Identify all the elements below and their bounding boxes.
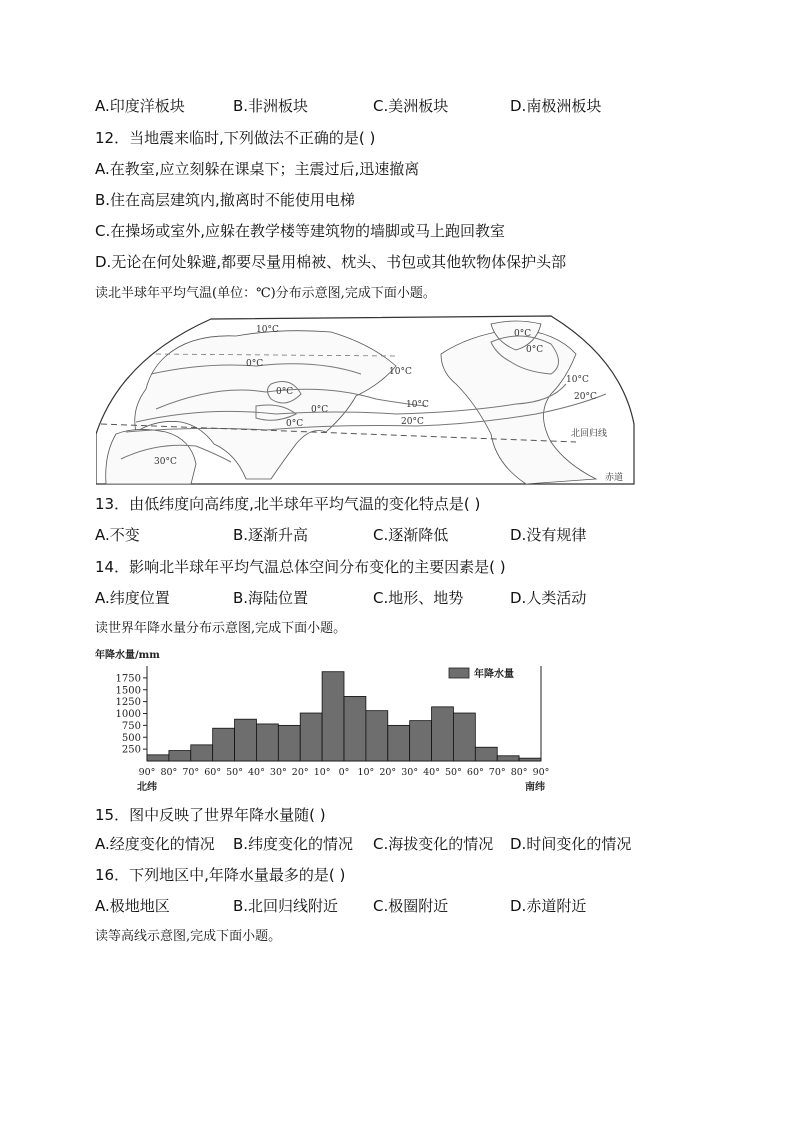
x-right-label: 南纬	[525, 782, 545, 793]
bar	[147, 755, 169, 761]
chart-ylabel: 年降水量/mm	[95, 650, 160, 661]
bar	[191, 745, 213, 761]
q16-option-b[interactable]: B.北回归线附近	[233, 897, 339, 915]
map-intro: 读北半球年平均气温(单位：℃)分布示意图,完成下面小题。	[95, 286, 436, 301]
x-tick-label: 40°	[248, 767, 265, 778]
q15-option-c[interactable]: C.海拔变化的情况	[373, 835, 494, 853]
x-tick-label: 90°	[532, 767, 550, 778]
isotherm-label: 0°C	[311, 405, 329, 415]
bar	[213, 728, 235, 761]
isotherm-label: 20°C	[401, 417, 424, 427]
q14-option-a[interactable]: A.纬度位置	[95, 589, 170, 607]
isotherm-label: 10°C	[566, 375, 589, 385]
x-tick-label: 60°	[466, 767, 484, 778]
chart-intro: 读世界年降水量分布示意图,完成下面小题。	[95, 621, 347, 636]
x-tick-label: 60°	[204, 767, 222, 778]
q14-option-c[interactable]: C.地形、地势	[373, 589, 464, 607]
x-tick-label: 50°	[226, 767, 243, 778]
bar	[344, 696, 366, 761]
bar	[235, 719, 257, 761]
isotherm-label: 0°C	[514, 329, 532, 339]
x-tick-label: 80°	[510, 767, 528, 778]
equator-label: 赤道	[605, 473, 624, 483]
q15-option-d[interactable]: D.时间变化的情况	[510, 835, 632, 853]
q16-option-d[interactable]: D.赤道附近	[510, 897, 587, 915]
isotherm-label: 30°C	[154, 457, 177, 467]
x-tick-label: 70°	[488, 767, 506, 778]
bar	[410, 721, 432, 761]
bar	[256, 724, 278, 761]
bar	[169, 751, 191, 761]
q15-option-a[interactable]: A.经度变化的情况	[95, 835, 215, 853]
x-tick-label: 80°	[160, 767, 178, 778]
q14-option-d[interactable]: D.人类活动	[510, 589, 587, 607]
bar	[453, 713, 475, 761]
q11-option-b[interactable]: B.非洲板块	[233, 97, 309, 115]
bar	[519, 758, 541, 761]
q12-option-a[interactable]: A.在教室,应立刻躲在课桌下；主震过后,迅速撤离	[95, 160, 420, 178]
y-tick-label: 1250	[115, 697, 141, 709]
q14-stem: 14．影响北半球年平均气温总体空间分布变化的主要因素是( )	[95, 558, 506, 576]
contour-intro: 读等高线示意图,完成下面小题。	[95, 929, 282, 944]
q13-option-a[interactable]: A.不变	[95, 526, 140, 544]
isotherm-label: 0°C	[276, 387, 294, 397]
q13-stem: 13．由低纬度向高纬度,北半球年平均气温的变化特点是( )	[95, 495, 481, 513]
x-tick-label: 10°	[313, 767, 331, 778]
bar	[322, 672, 344, 761]
bar	[432, 707, 454, 761]
x-tick-label: 10°	[357, 767, 375, 778]
x-tick-label: 30°	[401, 767, 419, 778]
y-tick-label: 1000	[115, 709, 141, 720]
x-tick-label: 20°	[291, 767, 309, 778]
q15-stem: 15．图中反映了世界年降水量随( )	[95, 806, 326, 824]
q11-option-a[interactable]: A.印度洋板块	[95, 97, 185, 115]
q15-option-b[interactable]: B.纬度变化的情况	[233, 835, 354, 853]
bar	[388, 725, 410, 761]
x-left-label: 北纬	[137, 782, 157, 793]
q12-stem: 12．当地震来临时,下列做法不正确的是( )	[95, 129, 376, 147]
x-tick-label: 90°	[138, 767, 156, 778]
bar	[366, 711, 388, 761]
temperature-map	[96, 314, 636, 486]
q16-option-a[interactable]: A.极地地区	[95, 897, 170, 915]
bar	[475, 747, 497, 761]
q11-option-d[interactable]: D.南极洲板块	[510, 97, 602, 115]
y-tick-label: 500	[121, 732, 141, 744]
y-tick-label: 1500	[115, 685, 141, 697]
isotherm-label: 10°C	[406, 400, 429, 410]
q13-option-d[interactable]: D.没有规律	[510, 526, 587, 544]
q12-option-c[interactable]: C.在操场或室外,应躲在教学楼等建筑物的墙脚或马上跑回教室	[95, 222, 506, 240]
q12-option-d[interactable]: D.无论在何处躲避,都要尽量用棉被、枕头、书包或其他软物体保护头部	[95, 253, 567, 271]
isotherm-label: 10°C	[256, 325, 279, 335]
legend-swatch	[449, 668, 469, 678]
y-tick-label: 750	[121, 720, 141, 732]
x-tick-label: 50°	[445, 767, 462, 778]
bar	[300, 713, 322, 761]
isotherm-label: 0°C	[526, 345, 544, 355]
tropic-label: 北回归线	[571, 429, 608, 439]
isotherm-label: 10°C	[389, 367, 412, 377]
legend-label: 年降水量	[474, 669, 514, 680]
x-tick-label: 20°	[379, 767, 397, 778]
q16-option-c[interactable]: C.极圈附近	[373, 897, 449, 915]
x-tick-label: 70°	[182, 767, 200, 778]
x-tick-label: 30°	[269, 767, 287, 778]
x-tick-label: 40°	[423, 767, 440, 778]
isotherm-label: 0°C	[286, 419, 304, 429]
q14-option-b[interactable]: B.海陆位置	[233, 589, 309, 607]
bar	[497, 756, 519, 761]
q12-option-b[interactable]: B.住在高层建筑内,撤离时不能使用电梯	[95, 191, 355, 209]
isotherm-label: 20°C	[574, 392, 597, 402]
bar	[278, 725, 300, 761]
q11-option-c[interactable]: C.美洲板块	[373, 97, 449, 115]
isotherm-label: 0°C	[246, 359, 264, 369]
y-tick-label: 1750	[115, 673, 141, 685]
q16-stem: 16．下列地区中,年降水量最多的是( )	[95, 866, 346, 884]
q13-option-b[interactable]: B.逐渐升高	[233, 526, 309, 544]
y-tick-label: 250	[121, 744, 141, 756]
x-tick-label: 0°	[338, 767, 350, 778]
q13-option-c[interactable]: C.逐渐降低	[373, 526, 449, 544]
precipitation-chart	[95, 646, 565, 796]
